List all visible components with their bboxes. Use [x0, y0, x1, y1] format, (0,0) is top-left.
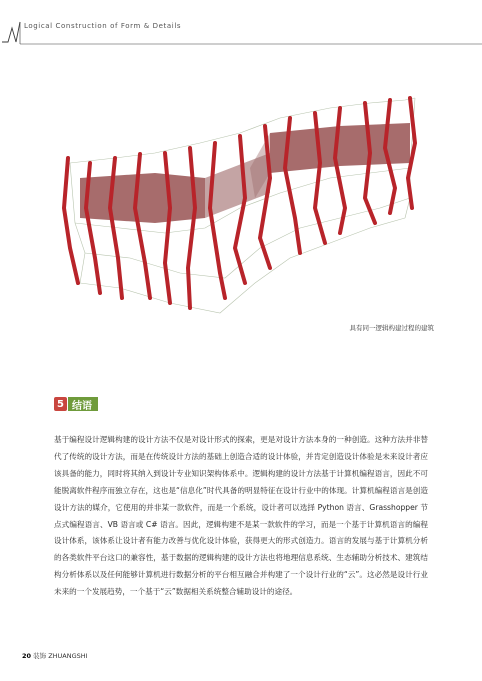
page-number: 20 [22, 652, 32, 660]
section-title: 结语 [68, 397, 98, 411]
page-footer [22, 651, 88, 660]
building-illustration [40, 58, 440, 328]
section-number: 5 [54, 397, 67, 411]
running-title: Logical Construction of Form & Details [24, 22, 182, 30]
figure-caption: 具有同一逻辑构建过程的建筑 [349, 324, 434, 332]
publication-name: 装饰 ZHUANGSHI [33, 652, 88, 660]
section-heading [54, 396, 98, 412]
body-paragraph: 基于编程设计逻辑构建的设计方法不仅是对设计形式的探索，更是对设计方法本身的一种创造。这种方法并非替代了传统的设计方法，而是在传统设计方法的基础上创造合适的设计体验，并肯定创造设计体验是未来设计者应该具备的能力，同时将其纳入到设计专业知识架构体系中。逻辑构建的设计方法基于计算机编程语言，因此不可能脱离软件程序而独立存在，这也是“信息化”时代具备的明显特征在设计行业中的体现。计算机编程语言是创造设计方法的媒介，它使用的并非某一款软件，而是一个系统，设计者可以选择 Python 语言、Grasshopper 节点式编程语言、VB 语言或 C# 语言。因此，逻辑构建不是某一款软件的学习，而是一个基于计算机语言的编程设计体系，该体系让设计者有能力改善与优化设计体验，获得更大的形式创造力。语言的发展与基于计算机分析的各类软件平台这口的兼容性，基于数据的逻辑构建的设计方法也将地理信息系统、生态辅助分析技术、建筑结构分析体系以及任何能够计算机进行数据分析的平台相互融合并构建了一个设计行业的“云”。这必然是设计行业未来的一个发展趋势，一个基于“云”数据相关系统整合辅助设计的途径。 [54, 435, 428, 597]
